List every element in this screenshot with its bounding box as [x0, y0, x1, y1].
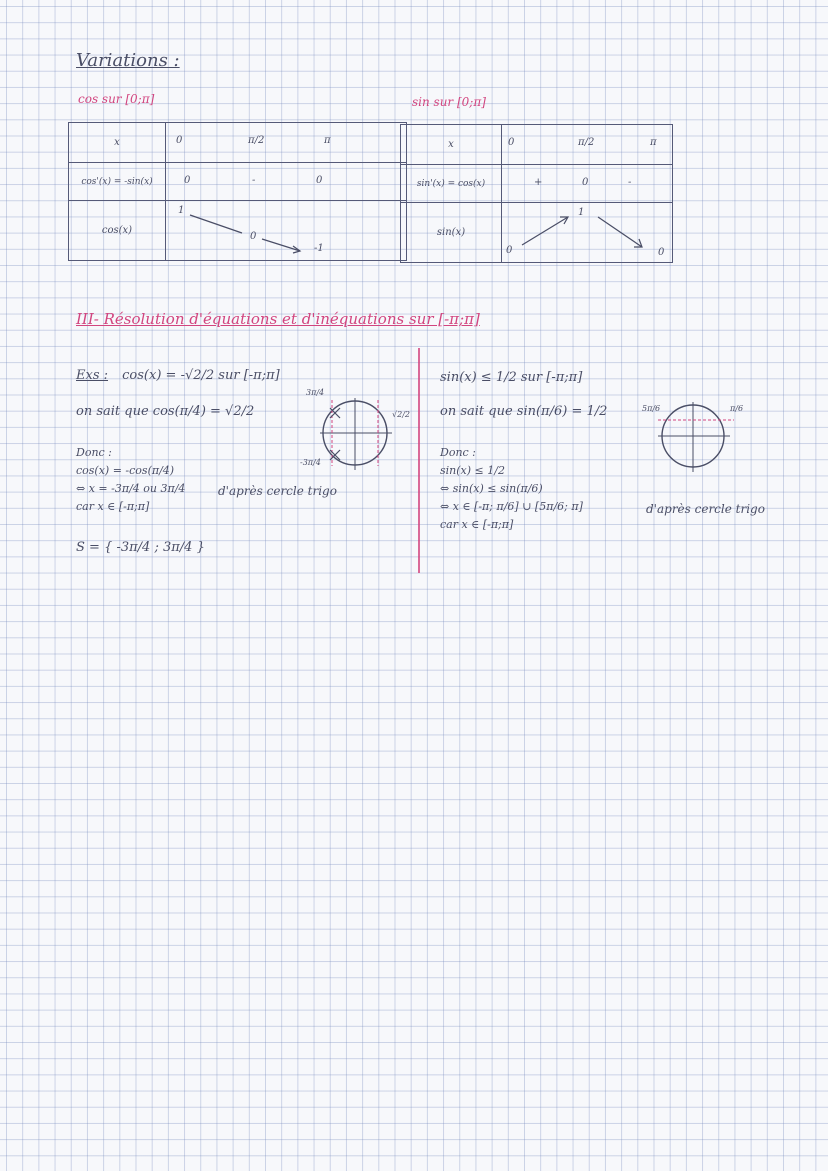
sin-deriv-v1: 0: [582, 177, 589, 188]
left-heading: [76, 368, 280, 383]
right-inequation: sin(x) ≤ 1/2 sur [-π;π]: [440, 370, 583, 385]
left-circle-bottom-label: -3π/4: [300, 458, 321, 467]
cos-x-v1: π/2: [248, 135, 265, 146]
cos-deriv-v1: -: [252, 175, 256, 186]
cos-row-deriv-values: [166, 163, 407, 201]
cos-arrows: [166, 201, 406, 261]
left-equation: cos(x) = -√2/2 sur [-π;π]: [122, 368, 280, 383]
page-title: Variations :: [76, 50, 180, 71]
sin-row-func-label: sin(x): [401, 203, 502, 263]
cos-x-v0: 0: [176, 135, 183, 146]
cos-row-deriv-label: cos'(x) = -sin(x): [69, 163, 166, 201]
left-line3: car x ∈ [-π;π]: [76, 500, 150, 513]
right-line4: car x ∈ [-π;π]: [440, 518, 514, 531]
sin-subtitle: sin sur [0;π]: [412, 95, 486, 109]
right-line3: ⇔ x ∈ [-π; π/6] ∪ [5π/6; π]: [440, 500, 583, 513]
exs-label: Exs :: [76, 368, 109, 383]
sin-deriv-s2: -: [628, 177, 632, 188]
sin-x-v2: π: [650, 137, 657, 148]
sin-row-func-values: [502, 203, 673, 263]
right-note: d'après cercle trigo: [646, 502, 765, 516]
left-known: on sait que cos(π/4) = √2/2: [76, 404, 255, 419]
sin-x-v1: π/2: [578, 137, 595, 148]
right-circle-side-label: π/6: [730, 404, 744, 413]
sin-func-right: 0: [658, 247, 665, 258]
sin-deriv-s1: +: [534, 177, 543, 188]
cos-x-v2: π: [324, 135, 331, 146]
cos-variation-table: [68, 122, 407, 261]
sin-row-deriv-label: sin'(x) = cos(x): [401, 165, 502, 203]
cos-row-func-values: [166, 201, 407, 261]
right-circle-top-label: 5π/6: [642, 404, 661, 413]
sin-row-x-label: x: [401, 125, 502, 165]
cos-deriv-v2: 0: [316, 175, 323, 186]
cos-func-top: 1: [178, 205, 185, 216]
left-circle-right-label: √2/2: [392, 410, 410, 419]
cos-func-mid: 0: [250, 231, 257, 242]
sin-row-deriv-values: [502, 165, 673, 203]
sin-x-v0: 0: [508, 137, 515, 148]
right-line2: ⇔ sin(x) ≤ sin(π/6): [440, 482, 543, 495]
cos-deriv-v0: 0: [184, 175, 191, 186]
sin-func-top: 1: [578, 207, 585, 218]
left-solution: S = { -3π/4 ; 3π/4 }: [76, 540, 205, 555]
cos-subtitle: cos sur [0;π]: [78, 92, 155, 106]
left-circle-top-label: 3π/4: [306, 388, 325, 397]
sin-variation-table: [400, 124, 673, 263]
cos-func-bottom: -1: [314, 243, 324, 254]
right-donc: Donc :: [440, 446, 476, 459]
cos-row-func-label: cos(x): [69, 201, 166, 261]
right-line1: sin(x) ≤ 1/2: [440, 464, 505, 477]
left-line1: cos(x) = -cos(π/4): [76, 464, 175, 477]
right-known: on sait que sin(π/6) = 1/2: [440, 404, 608, 419]
sin-arrows: [502, 203, 672, 263]
sin-func-left: 0: [506, 245, 513, 256]
left-line2: ⇔ x = -3π/4 ou 3π/4: [76, 482, 186, 495]
column-divider: [418, 348, 420, 573]
cos-row-x-label: x: [69, 123, 166, 163]
section-title: III- Résolution d'équations et d'inéquations sur [-π;π]: [76, 310, 480, 328]
left-donc: Donc :: [76, 446, 112, 459]
left-note: d'après cercle trigo: [218, 484, 337, 498]
cos-row-x-values: [166, 123, 407, 163]
sin-row-x-values: [502, 125, 673, 165]
